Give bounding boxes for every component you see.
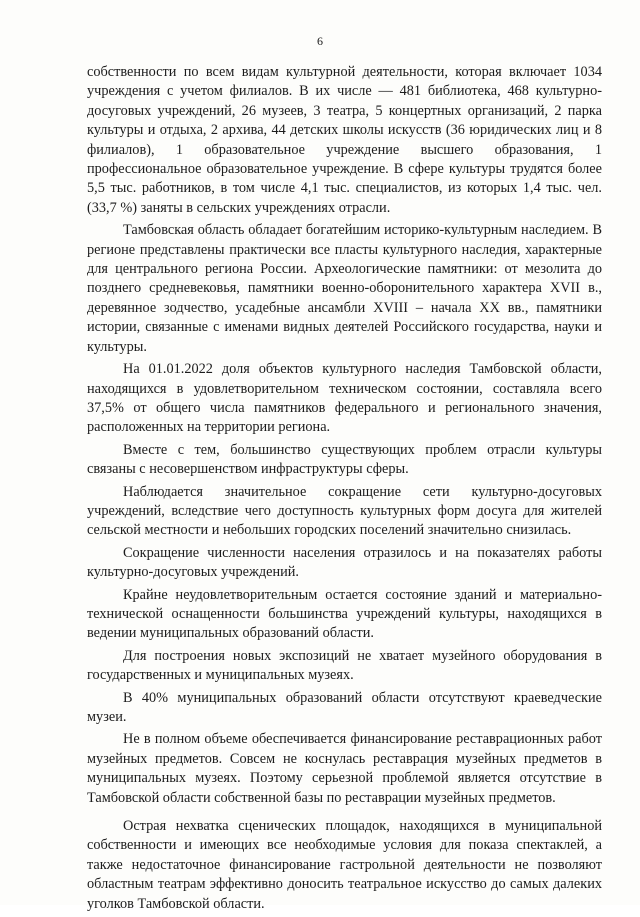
paragraph-6: Сокращение численности населения отразилось и на показателях работы культурно-досуговых учреждений. xyxy=(87,544,602,581)
paragraph-2: Тамбовская область обладает богатейшим историко-культурным наследием. В регионе представлены практически все пласты культурного наследия, характерные для центрального региона России. Археологические памятники: от мезолита до позднего средневековья, памятники военно-оборонительного характера XVII в., деревянное зодчество, усадебные ансамбли XVIII – начала XX вв., памятники истории, связанные с именами видных деятелей Российского государства, науки и культуры. xyxy=(87,222,602,355)
paragraph-1: собственности по всем видам культурной деятельности, которая включает 1034 учреждения с учетом филиалов. В их числе — 481 библиотека, 468 культурно-досуговых учреждений, 26 музеев, 3 театра, 5 концертных организаций, 2 парка культуры и отдыха, 2 архива, 44 детских школы искусств (36 юридических лиц и 8 филиалов), 1 образовательное учреждение высшего образования, 1 профессиональное образовательное учреждение. В сфере культуры трудятся более 5,5 тыс. работников, в том числе 4,1 тыс. специалистов, из которых 1,4 тыс. чел. (33,7 %) заняты в сельских учреждениях отрасли. xyxy=(87,64,602,216)
paragraph-8: Для построения новых экспозиций не хватает музейного оборудования в государственных и муниципальных музеях. xyxy=(87,647,602,684)
paragraph-11: Острая нехватка сценических площадок, находящихся в муниципальной собственности и имеющих все необходимые условия для показа спектаклей, а также недостаточное финансирование гастрольной деятельности не позволяют областным театрам эффективно доносить театральное искусство до самых далеких уголков Тамбовской области. xyxy=(87,818,602,912)
paragraph-10: Не в полном объеме обеспечивается финансирование реставрационных работ музейных предметов. Совсем не коснулась реставрация музейных предметов в муниципальных музеях. Поэтому серьезной проблемой является отсутствие в Тамбовской области собственной базы по реставрации музейных предметов. xyxy=(87,731,602,806)
paragraph-4: Вместе с тем, большинство существующих проблем отрасли культуры связаны с несовершенством инфраструктуры сферы. xyxy=(87,441,602,478)
paragraph-5: Наблюдается значительное сокращение сети культурно-досуговых учреждений, вследствие чего доступность культурных форм досуга для жителей сельской местности и небольших городских поселений значительно снизилась. xyxy=(87,483,602,539)
document-body xyxy=(87,63,602,917)
page-number: 6 xyxy=(317,34,323,48)
paragraph-9: В 40% муниципальных образований области отсутствуют краеведческие музеи. xyxy=(87,689,602,725)
paragraph-7: Крайне неудовлетворительным остается состояние зданий и материально-технической оснащенности большинства учреждений культуры, находящихся в ведении муниципальных образований области. xyxy=(87,586,602,642)
paragraph-3: На 01.01.2022 доля объектов культурного наследия Тамбовской области, находящихся в удовлетворительном техническом состоянии, составляла всего 37,5% от общего числа памятников федерального и регионального значения, расположенных на территории региона. xyxy=(87,361,602,436)
